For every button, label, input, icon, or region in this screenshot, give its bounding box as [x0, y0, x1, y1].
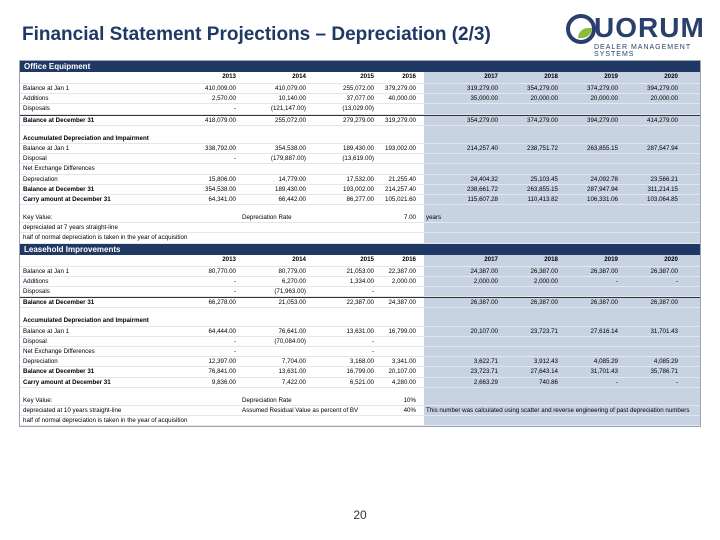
office-acc-row	[20, 195, 700, 205]
projection-shade	[424, 134, 700, 143]
cell-value: 394,279.00	[587, 116, 618, 124]
office-spacer	[20, 205, 700, 213]
cell-value: 319,279.00	[467, 85, 498, 92]
cell-value: -	[675, 378, 678, 386]
cell-value: 22,387.00	[346, 299, 374, 307]
year-label: 2015	[360, 73, 374, 80]
cell-value: (179,887.00)	[270, 155, 306, 163]
projection-shade	[424, 388, 700, 396]
projection-shade	[424, 213, 700, 222]
projection-shade	[424, 337, 700, 346]
cell-value: 414,279.00	[647, 116, 678, 124]
cell-value: (71,963.00)	[274, 288, 306, 295]
leasehold-cost-row	[20, 287, 700, 297]
key-label: Key Value:	[23, 396, 53, 404]
leasehold-note-row	[20, 416, 700, 426]
cell-value: 20,107.00	[388, 368, 416, 376]
cell-value: 35,000.00	[470, 95, 498, 103]
office-note-row	[20, 223, 700, 233]
office-cost-row	[20, 84, 700, 94]
cell-value: 263,855.15	[587, 144, 618, 152]
cell-value: 12,397.00	[208, 358, 236, 366]
cell-value: 13,631.00	[346, 327, 374, 335]
projection-shade	[424, 104, 700, 113]
leasehold-acc-row	[20, 327, 700, 337]
cell-value: 10,140.00	[278, 95, 306, 103]
projection-shade	[424, 154, 700, 163]
rate-value: 7.00	[403, 214, 416, 222]
row-label: Depreciation	[23, 358, 58, 366]
cell-value: 374,279.00	[527, 116, 558, 124]
leasehold-cost-row	[20, 297, 700, 308]
cell-value: 110,413.82	[527, 195, 558, 203]
cell-value: 25,103.45	[530, 175, 558, 183]
cell-value: -	[615, 378, 618, 386]
office-cost-row	[20, 94, 700, 104]
logo-tagline: DEALER MANAGEMENT SYSTEMS	[594, 44, 691, 58]
row-label: Balance at Jan 1	[23, 267, 70, 275]
cell-value: 15,806.00	[208, 175, 236, 183]
cell-value: 35,786.71	[650, 368, 678, 376]
row-label: Disposal	[23, 337, 47, 345]
office-note-row	[20, 233, 700, 243]
cell-value: 66,442.00	[278, 195, 306, 203]
cell-value: 3,168.00	[349, 358, 374, 366]
leasehold-note-row	[20, 406, 700, 416]
cell-value: 17,532.00	[346, 175, 374, 183]
cell-value: 3,341.00	[391, 358, 416, 366]
cell-value: 740.86	[539, 378, 558, 386]
projection-shade	[424, 287, 700, 296]
office-acc-title	[20, 134, 700, 144]
cell-value: 80,779.00	[278, 267, 306, 275]
projection-shade	[424, 396, 700, 405]
year-label: 2015	[360, 255, 374, 263]
cell-value: 214,257.40	[385, 185, 416, 193]
cell-value: 21,053.00	[346, 267, 374, 275]
row-label: Disposals	[23, 105, 50, 113]
note-text: half of normal depreciation is taken in the year of acquisition	[23, 234, 188, 242]
page-number: 20	[353, 508, 367, 522]
cell-value: 66,278.00	[208, 299, 236, 307]
cell-value: 255,072.00	[275, 116, 306, 124]
year-label: 2020	[664, 73, 678, 80]
cell-value: 26,387.00	[590, 267, 618, 275]
leasehold-band: Leasehold Improvements	[20, 244, 700, 255]
cell-value: -	[615, 277, 618, 285]
leasehold-acc-title	[20, 316, 700, 326]
row-label: Balance at December 31	[23, 185, 95, 193]
year-label: 2013	[222, 255, 236, 263]
cell-value: 2,000.00	[473, 277, 498, 285]
cell-value: 31,701.43	[590, 368, 618, 376]
note-text: half of normal depreciation is taken in the year of acquisition	[23, 417, 188, 425]
cell-value: 27,643.14	[530, 368, 558, 376]
cell-value: 26,387.00	[650, 299, 678, 307]
cell-value: 64,341.00	[208, 195, 236, 203]
office-acc-row	[20, 164, 700, 174]
row-label: Balance at Jan 1	[23, 327, 70, 335]
cell-value: 189,430.00	[275, 185, 306, 193]
leasehold-acc-row	[20, 378, 700, 388]
cell-value: (121,147.00)	[270, 105, 306, 113]
cell-value: 26,387.00	[590, 299, 618, 307]
cell-value: 4,085.29	[653, 358, 678, 366]
cell-value: 20,000.00	[590, 95, 618, 103]
cell-value: -	[233, 105, 236, 113]
cell-value: 255,072.00	[343, 85, 374, 92]
cell-value: 2,000.00	[391, 277, 416, 285]
cell-value: 76,641.00	[278, 327, 306, 335]
row-label: Carry amount at December 31	[23, 195, 111, 203]
leasehold-spacer	[20, 308, 700, 316]
leasehold-spacer	[20, 388, 700, 396]
row-label: Net Exchange Differences	[23, 165, 95, 173]
cell-value: 115,607.28	[467, 195, 498, 203]
section-subtitle: Accumulated Depreciation and Impairment	[23, 134, 149, 142]
cell-value: 1,334.00	[349, 277, 374, 285]
cell-value: 24,387.00	[470, 267, 498, 275]
cell-value: 105,021.60	[385, 195, 416, 203]
row-label: Additions	[23, 95, 49, 103]
cell-value: -	[233, 337, 236, 345]
year-label: 2018	[544, 73, 558, 80]
company-logo	[560, 10, 710, 58]
row-label: Additions	[23, 277, 49, 285]
residual-label: Assumed Residual Value as percent of BV	[242, 406, 359, 414]
key-label: Key Value:	[23, 214, 53, 222]
logo-word: UORUM	[594, 12, 705, 43]
year-label: 2016	[402, 73, 416, 80]
cell-value: 26,387.00	[470, 299, 498, 307]
office-acc-row	[20, 185, 700, 195]
cell-value: (13,619.00)	[342, 155, 374, 163]
year-label: 2019	[604, 73, 618, 80]
year-label: 2017	[484, 73, 498, 80]
cell-value: 354,279.00	[467, 116, 498, 124]
cell-value: 31,701.43	[650, 327, 678, 335]
cell-value: 23,566.21	[650, 175, 678, 183]
note-text: depreciated at 7 years straight-line	[23, 224, 118, 232]
cell-value: 279,279.00	[343, 116, 374, 124]
projection-shade	[424, 223, 700, 232]
cell-value: 14,779.00	[278, 175, 306, 183]
cell-value: 354,279.00	[527, 85, 558, 92]
leasehold-cost-row	[20, 267, 700, 277]
cell-value: 374,279.00	[587, 85, 618, 92]
leasehold-acc-row	[20, 357, 700, 367]
year-label: 2017	[484, 255, 498, 263]
row-label: Balance at Jan 1	[23, 144, 70, 152]
leasehold-acc-row	[20, 367, 700, 377]
office-acc-row	[20, 144, 700, 154]
row-label: Carry amount at December 31	[23, 378, 111, 386]
projection-shade	[424, 416, 700, 425]
row-label: Balance at December 31	[23, 299, 95, 307]
projection-shade	[424, 164, 700, 173]
leasehold-acc-row	[20, 347, 700, 357]
year-label: 2014	[292, 73, 306, 80]
year-label: 2020	[664, 255, 678, 263]
cell-value: 80,770.00	[208, 267, 236, 275]
cell-value: -	[233, 277, 236, 285]
office-acc-row	[20, 154, 700, 164]
cell-value: 2,570.00	[211, 95, 236, 103]
cell-value: 21,053.00	[278, 299, 306, 307]
leasehold-year-header	[20, 255, 700, 267]
cell-value: 354,538.00	[275, 144, 306, 152]
cell-value: 287,547.94	[647, 144, 678, 152]
cell-value: 189,430.00	[343, 144, 374, 152]
cell-value: 354,538.00	[205, 185, 236, 193]
row-label: Balance at Jan 1	[23, 85, 70, 92]
cell-value: 338,792.00	[205, 144, 236, 152]
cell-value: 20,107.00	[470, 327, 498, 335]
cell-value: 238,751.72	[527, 144, 558, 152]
cell-value: 64,444.00	[208, 327, 236, 335]
cell-value: -	[371, 288, 374, 295]
depreciation-sheet	[19, 60, 701, 427]
projection-shade	[424, 126, 700, 134]
cell-value: 394,279.00	[647, 85, 678, 92]
cell-value: -	[675, 277, 678, 285]
cell-value: 2,000.00	[533, 277, 558, 285]
cell-value: 410,079.00	[275, 85, 306, 92]
cell-value: 13,631.00	[278, 368, 306, 376]
cell-value: (70,084.00)	[274, 337, 306, 345]
section-subtitle: Accumulated Depreciation and Impairment	[23, 317, 149, 325]
cell-value: -	[371, 347, 374, 355]
cell-value: 418,079.00	[205, 116, 236, 124]
cell-value: 3,622.71	[473, 358, 498, 366]
cell-value: 7,422.00	[281, 378, 306, 386]
row-label: Disposals	[23, 288, 50, 295]
projection-shade	[424, 316, 700, 325]
cell-value: 26,387.00	[530, 299, 558, 307]
leasehold-key-row	[20, 396, 700, 406]
cell-value: 3,912.43	[533, 358, 558, 366]
cell-value: 6,521.00	[349, 378, 374, 386]
cell-value: 37,077.00	[346, 95, 374, 103]
cell-value: 16,799.00	[388, 327, 416, 335]
cell-value: 4,280.00	[391, 378, 416, 386]
cell-value: 26,387.00	[650, 267, 678, 275]
projection-shade	[424, 233, 700, 242]
cell-value: 24,404.32	[470, 175, 498, 183]
year-label: 2014	[292, 255, 306, 263]
cell-value: 4,085.29	[593, 358, 618, 366]
row-label: Disposal	[23, 155, 47, 163]
cell-value: 22,387.00	[388, 267, 416, 275]
slide-title: Financial Statement Projections – Depreciation (2/3)	[22, 24, 491, 45]
cell-value: 9,836.00	[211, 378, 236, 386]
cell-value: 27,616.14	[590, 327, 618, 335]
office-acc-row	[20, 175, 700, 185]
note-text: depreciated at 10 years straight-line	[23, 406, 122, 414]
cell-value: 20,000.00	[530, 95, 558, 103]
rate-label: Depreciation Rate	[242, 396, 292, 404]
cell-value: 21,255.40	[388, 175, 416, 183]
residual-value: 40%	[403, 406, 416, 414]
cell-value: 24,387.00	[388, 299, 416, 307]
cell-value: 24,092.78	[590, 175, 618, 183]
cell-value: 193,002.00	[385, 144, 416, 152]
rate-unit: years	[426, 214, 442, 222]
cell-value: 193,002.00	[343, 185, 374, 193]
cell-value: 7,704.00	[281, 358, 306, 366]
year-label: 2018	[544, 255, 558, 263]
row-label: Net Exchange Differences	[23, 347, 95, 355]
cell-value: 106,331.06	[587, 195, 618, 203]
rate-label: Depreciation Rate	[242, 214, 292, 222]
cell-value: 103,064.85	[647, 195, 678, 203]
cell-value: 287,947.94	[587, 185, 618, 193]
cell-value: 26,387.00	[530, 267, 558, 275]
cell-value: -	[371, 337, 374, 345]
cell-value: 263,855.15	[527, 185, 558, 193]
leasehold-cost-row	[20, 277, 700, 287]
year-label: 2016	[402, 255, 416, 263]
cell-value: 379,279.00	[385, 85, 416, 92]
projection-shade	[424, 347, 700, 356]
row-label: Depreciation	[23, 175, 58, 183]
residual-note: This number was calculated using scatter and reverse engineering of past depreciation numbers	[426, 406, 690, 414]
cell-value: -	[233, 347, 236, 355]
cell-value: (13,029.00)	[342, 105, 374, 113]
row-label: Balance at December 31	[23, 368, 95, 376]
cell-value: 76,841.00	[208, 368, 236, 376]
cell-value: 311,214.15	[647, 185, 678, 193]
cell-value: 410,009.00	[205, 85, 236, 92]
year-label: 2019	[604, 255, 618, 263]
office-key-row	[20, 213, 700, 223]
cell-value: 23,723.71	[530, 327, 558, 335]
cell-value: 16,799.00	[346, 368, 374, 376]
cell-value: 214,257.40	[467, 144, 498, 152]
office-cost-row	[20, 104, 700, 114]
rate-value: 10%	[403, 396, 416, 404]
year-label: 2013	[222, 73, 236, 80]
cell-value: 20,000.00	[650, 95, 678, 103]
cell-value: 238,661.72	[467, 185, 498, 193]
office-spacer	[20, 126, 700, 134]
cell-value: 319,279.00	[385, 116, 416, 124]
cell-value: 2,663.29	[473, 378, 498, 386]
cell-value: 6,270.00	[281, 277, 306, 285]
projection-shade	[424, 205, 700, 213]
projection-shade	[424, 308, 700, 316]
row-label: Balance at December 31	[23, 116, 95, 124]
office-year-header	[20, 72, 700, 84]
office-band: Office Equipment	[20, 61, 700, 72]
office-cost-row	[20, 115, 700, 126]
cell-value: 23,723.71	[470, 368, 498, 376]
cell-value: 86,277.00	[346, 195, 374, 203]
leasehold-acc-row	[20, 337, 700, 347]
cell-value: -	[233, 155, 236, 163]
cell-value: 40,000.00	[388, 95, 416, 103]
cell-value: -	[233, 288, 236, 295]
